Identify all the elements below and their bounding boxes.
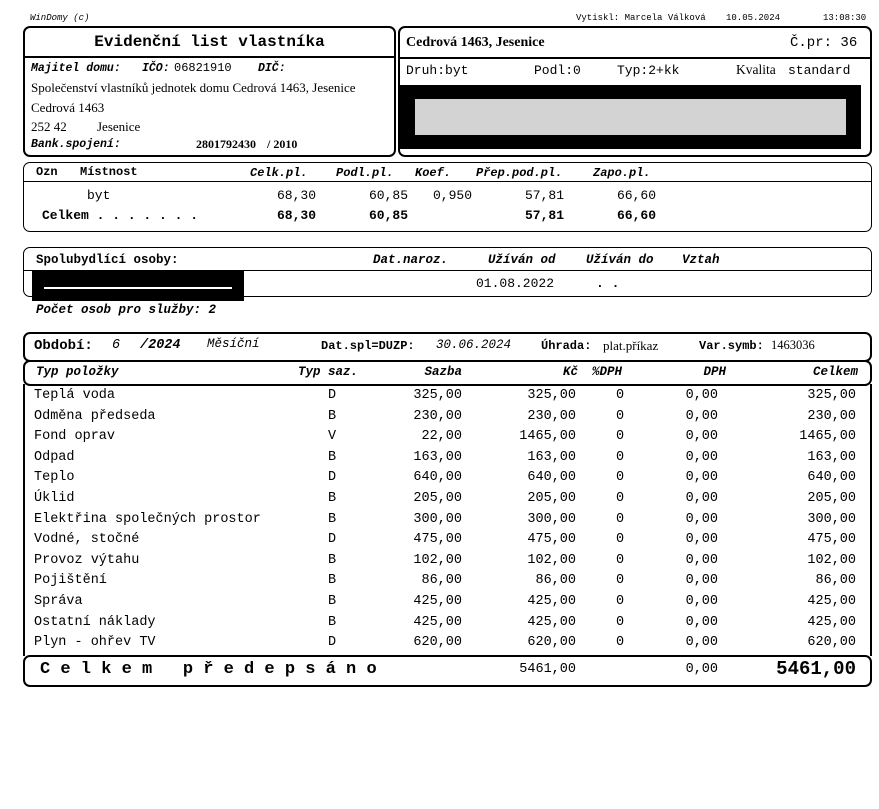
kvalita-value: standard [788,63,851,78]
item-rate: 300,00 [413,511,462,527]
item-name: Odměna předseda [34,408,156,424]
druh-label: Druh: [406,63,446,78]
occupants-hdr-from: Užíván od [488,253,556,267]
item-kc: 205,00 [527,491,576,506]
item-type: B [327,614,337,630]
payment-label: Úhrada: [541,339,592,353]
areas-hdr-ozn: Ozn [36,165,58,179]
unit-druh [406,63,468,78]
items-hdr-type: Typ saz. [298,365,359,379]
item-vat-pct: 0 [615,532,625,548]
owner-street: Cedrová 1463 [31,100,105,115]
grand-total-value: 5461,00 [776,658,856,680]
area-row-prep: 57,81 [524,188,564,203]
item-total: 86,00 [815,573,856,589]
persons-value: 2 [208,303,217,317]
item-type: B [327,491,337,506]
area-row-koef: 0,950 [432,188,472,203]
ico-label: IČO: [142,62,170,75]
area-total-label: Celkem . . . . . . . [42,208,199,223]
item-total: 230,00 [807,408,856,424]
occupants-title: Spolubydlící osoby: [36,253,179,267]
table-row [0,532,879,552]
due-label: Dat.spl=DUZP: [321,339,415,353]
item-vat-pct: 0 [615,470,625,486]
item-vat-pct: 0 [615,614,625,630]
item-name: Teplo [34,470,75,486]
item-name: Provoz výtahu [34,552,140,568]
period-month: 6 [112,338,121,353]
item-total: 1465,00 [799,429,856,445]
occupants-hdr-rel: Vztah [682,253,720,267]
owner-name: Společenství vlastníků jednotek domu Cedrová 1463, Jesenice [31,80,356,95]
occupants-hdr-to: Užíván do [586,253,654,267]
table-row [0,409,879,429]
table-row [0,635,879,655]
table-row [0,429,879,449]
item-vat-pct: 0 [615,388,625,403]
item-vat: 0,00 [685,491,718,506]
item-rate: 475,00 [413,532,462,548]
item-total: 325,00 [807,388,856,403]
grand-total-label: C e l k e m p ř e d e p s á n o [40,660,377,679]
item-kc: 475,00 [527,532,576,548]
items-hdr-kc: Kč [562,365,578,379]
item-type: B [327,511,337,527]
item-kc: 300,00 [527,511,576,527]
item-vat-pct: 0 [615,429,625,445]
occupants-hdr-birth: Dat.naroz. [373,253,449,267]
item-vat-pct: 0 [615,635,625,651]
printed-by-label: Vytiskl: [576,13,620,23]
item-type: D [327,532,337,548]
areas-hdr-mistnost: Místnost [80,165,138,179]
item-total: 620,00 [807,635,856,651]
item-vat: 0,00 [685,594,718,609]
items-hdr-vatpct: %DPH [592,365,623,379]
item-name: Ostatní náklady [34,614,156,630]
table-row [0,388,879,408]
item-name: Fond oprav [34,429,116,445]
print-time: 13:08:30 [823,13,867,23]
item-rate: 425,00 [413,614,462,630]
table-row [0,512,879,532]
ico-value: 06821910 [174,61,232,75]
grand-total-kc: 5461,00 [519,662,576,677]
items-hdr-rate: Sazba [424,365,462,379]
area-total-podl: 60,85 [368,208,408,223]
item-rate: 425,00 [413,594,462,609]
item-rate: 620,00 [413,635,462,651]
table-row [0,573,879,593]
owner-city: Jesenice [97,119,141,134]
bank-code: / 2010 [267,137,298,151]
podl-value: 0 [573,63,581,78]
areas-hdr-koef: Koef. [415,166,452,180]
item-vat: 0,00 [685,532,718,548]
item-vat: 0,00 [685,511,718,527]
areas-hdr-prep: Přep.pod.pl. [476,166,563,180]
item-name: Vodné, stočné [34,532,140,548]
grand-total-vat: 0,00 [685,662,718,677]
table-row [0,470,879,490]
document-title: Evidenční list vlastníka [94,33,325,51]
unit-address: Cedrová 1463, Jesenice [406,35,545,50]
owner-zip: 252 42 [31,119,67,134]
item-vat-pct: 0 [615,573,625,589]
item-rate: 230,00 [413,408,462,424]
item-kc: 86,00 [535,573,576,589]
area-total-zapo: 66,60 [616,208,656,223]
item-total: 102,00 [807,552,856,568]
due-date: 30.06.2024 [436,338,512,352]
item-vat: 0,00 [685,408,718,424]
period-year: /2024 [140,338,181,353]
item-name: Správa [34,594,83,609]
item-kc: 1465,00 [519,429,576,445]
table-row [0,491,879,511]
item-vat: 0,00 [685,449,718,465]
item-kc: 230,00 [527,408,576,424]
item-total: 205,00 [807,491,856,506]
area-total-prep: 57,81 [524,208,564,223]
item-kc: 640,00 [527,470,576,486]
varsym-value: 1463036 [771,338,815,352]
area-row-zapo: 66,60 [616,188,656,203]
table-row [0,553,879,573]
item-vat: 0,00 [685,552,718,568]
app-name: WinDomy (c) [30,13,90,23]
redaction-inner [415,99,846,135]
item-type: B [327,449,337,465]
areas-hdr-celk: Celk.pl. [250,166,308,180]
area-row-name: byt [87,188,111,203]
period-label: Období: [34,338,93,354]
item-vat-pct: 0 [615,511,625,527]
typ-label: Typ: [617,63,649,78]
persons-label: Počet osob pro služby: [36,303,202,317]
item-rate: 325,00 [413,388,462,403]
cpr-value: 36 [840,35,858,51]
item-vat: 0,00 [685,614,718,630]
item-total: 163,00 [807,449,856,465]
item-total: 640,00 [807,470,856,486]
unit-cpr [790,35,857,51]
item-vat-pct: 0 [615,491,625,506]
item-kc: 102,00 [527,552,576,568]
owner-title-divider [24,56,395,58]
item-type: D [327,470,337,486]
item-rate: 86,00 [421,573,462,589]
printed-by-name: Marcela Válková [624,13,706,23]
item-type: D [327,635,337,651]
item-rate: 163,00 [413,449,462,465]
druh-value: byt [445,63,469,78]
persons-count [36,303,216,317]
item-kc: 425,00 [527,594,576,609]
items-hdr-vat: DPH [703,365,726,379]
item-rate: 102,00 [413,552,462,568]
occupant-redaction [32,270,244,301]
bank-label: Bank.spojení: [31,138,121,151]
item-name: Úklid [34,491,75,506]
item-vat-pct: 0 [615,594,625,609]
item-kc: 163,00 [527,449,576,465]
area-row-celk: 68,30 [276,188,316,203]
item-rate: 205,00 [413,491,462,506]
items-hdr-name: Typ položky [36,365,119,379]
areas-hdr-podl: Podl.pl. [336,166,394,180]
item-type: D [327,388,337,403]
area-total-celk: 68,30 [276,208,316,223]
item-vat-pct: 0 [615,449,625,465]
area-row-podl: 60,85 [368,188,408,203]
bank-account: 2801792430 [196,137,256,151]
item-kc: 325,00 [527,388,576,403]
item-vat: 0,00 [685,573,718,589]
item-vat: 0,00 [685,470,718,486]
period-frequency: Měsíční [207,337,260,351]
unit-title-divider [399,57,871,59]
item-vat: 0,00 [685,388,718,403]
payment-method: plat.příkaz [603,338,659,353]
areas-hdr-zapo: Zapo.pl. [593,166,651,180]
areas-header-divider [24,181,871,182]
cpr-label: Č.pr: [790,35,833,51]
item-total: 475,00 [807,532,856,548]
item-name: Pojištění [34,573,107,589]
items-hdr-total: Celkem [812,365,858,379]
item-total: 425,00 [807,594,856,609]
item-name: Odpad [34,449,75,465]
dic-label: DIČ: [258,62,286,75]
table-row [0,594,879,614]
owner-label: Majitel domu: [31,62,121,75]
varsym-label: Var.symb: [699,339,764,353]
item-type: V [327,429,337,445]
item-vat: 0,00 [685,429,718,445]
occupant-used-from: 01.08.2022 [476,276,555,291]
kvalita-label: Kvalita [736,62,776,77]
item-kc: 425,00 [527,614,576,630]
item-type: B [327,594,337,609]
item-kc: 620,00 [527,635,576,651]
printed-by [576,13,706,23]
item-name: Teplá voda [34,388,116,403]
table-row [0,615,879,635]
item-type: B [327,552,337,568]
table-row [0,450,879,470]
item-vat-pct: 0 [615,408,625,424]
item-name: Elektřina společných prostor [34,511,261,527]
occupant-redaction-line [44,287,232,289]
item-total: 425,00 [807,614,856,630]
item-rate: 640,00 [413,470,462,486]
item-type: B [327,573,337,589]
item-vat: 0,00 [685,635,718,651]
unit-podl [534,63,581,78]
item-vat-pct: 0 [615,552,625,568]
print-date: 10.05.2024 [726,13,781,23]
typ-value: 2+kk [648,63,680,78]
occupant-used-to: . . [596,276,620,291]
item-rate: 22,00 [421,429,462,445]
item-name: Plyn - ohřev TV [34,635,156,651]
item-total: 300,00 [807,511,856,527]
unit-typ [617,63,679,78]
podl-label: Podl: [534,63,574,78]
item-type: B [327,408,337,424]
